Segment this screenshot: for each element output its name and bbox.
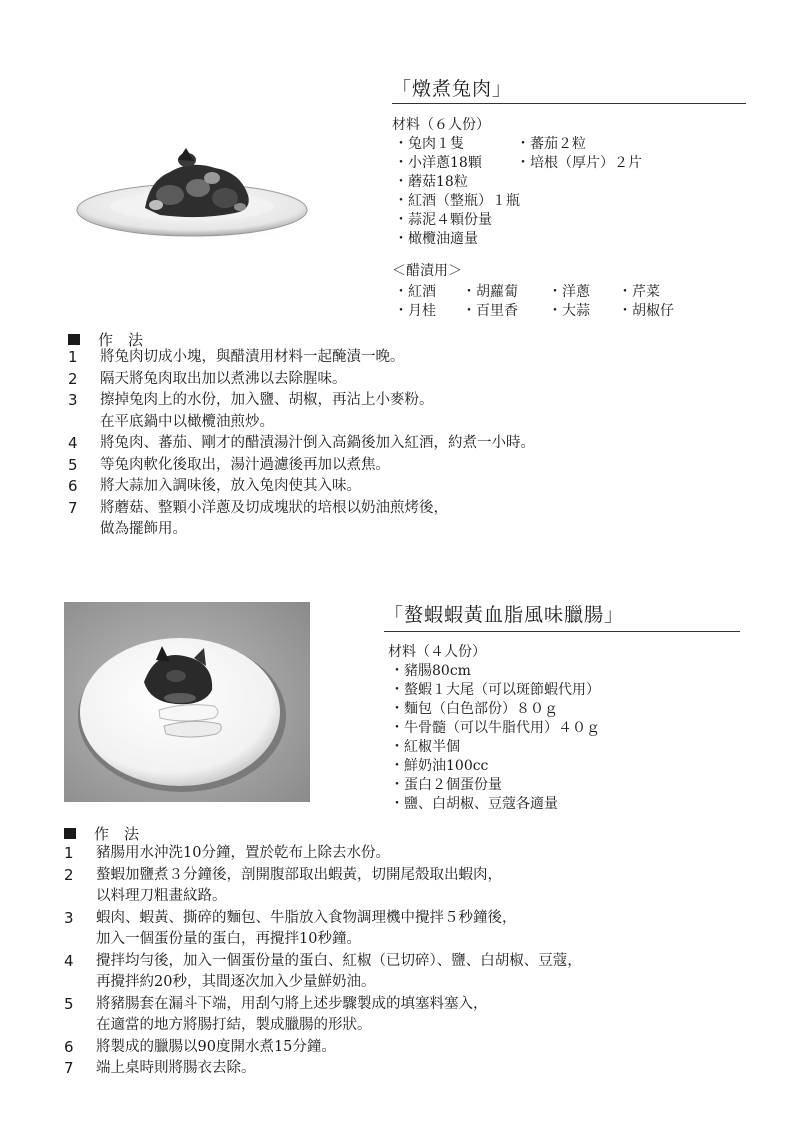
recipe2-title: 「螯蝦蝦黃血脂風味臘腸」 (384, 604, 625, 626)
step-item (64, 1058, 582, 1080)
step-item (68, 390, 535, 433)
ingredient-item: ・蛋白２個蛋份量 (390, 777, 502, 793)
step-item (68, 455, 535, 477)
marinade-item: ・大蒜 (548, 303, 590, 319)
method-heading-label: 作 法 (98, 331, 144, 349)
ingredient-item: ・兔肉１隻 (394, 136, 464, 152)
marinade-item: ・芹菜 (618, 284, 660, 300)
step-number: 1 (68, 348, 78, 366)
recipe1-ingredient-list (394, 135, 676, 249)
step-text: 做為擺飾用。 (100, 521, 187, 537)
step-number: 1 (64, 844, 74, 862)
marinade-item: ・洋蔥 (548, 284, 590, 300)
step-number: 5 (64, 994, 74, 1013)
step-text: 在適當的地方將腸打結，製成臘腸的形狀。 (96, 1017, 372, 1033)
ingredient-item: ・牛骨髓（可以牛脂代用）４０ｇ (390, 720, 600, 736)
recipe1-marinade-list (394, 283, 698, 321)
step-item (68, 476, 535, 498)
recipe1-steps (68, 347, 535, 541)
marinade-item: ・百里香 (462, 303, 518, 319)
recipe2-steps (64, 843, 582, 1080)
ingredient-item: ・麵包（白色部份）８０ｇ (390, 701, 558, 717)
marinade-item: ・胡蘿蔔 (462, 284, 518, 300)
step-text: 以料理刀粗畫紋路。 (96, 888, 227, 904)
ingredient-item: ・紅酒（整瓶）１瓶 (394, 193, 520, 209)
step-item (68, 347, 535, 369)
step-text: 將製成的臘腸以90度開水煮15分鐘。 (96, 1038, 336, 1055)
step-text: 將大蒜加入調味後，放入兔肉使其入味。 (100, 478, 361, 494)
ingredient-item: ・小洋蔥18顆 (394, 155, 482, 171)
ingredient-item: ・紅椒半個 (390, 739, 460, 755)
recipe2-ingredients-heading: 材料（４人份） (388, 644, 486, 660)
step-number: 5 (68, 455, 78, 474)
step-number: 7 (64, 1059, 74, 1077)
step-item (64, 843, 582, 865)
ingredient-item: ・蘑菇18粒 (394, 174, 468, 190)
step-text: 隔天將兔肉取出加以煮沸以去除腥味。 (100, 370, 347, 387)
step-item (64, 908, 582, 951)
step-text: 將豬腸套在漏斗下端，用刮勺將上述步驟製成的填塞料塞入， (96, 995, 488, 1012)
ingredient-item: ・螯蝦１大尾（可以斑節蝦代用） (390, 682, 600, 698)
step-text: 在平底鍋中以橄欖油煎炒。 (100, 413, 274, 430)
recipe1-ingredients-heading: 材料（６人份） (392, 117, 490, 133)
step-number: 7 (68, 498, 78, 517)
step-text: 螯蝦加鹽煮３分鐘後，剖開腹部取出蝦黃，切開尾殼取出蝦肉， (96, 866, 502, 883)
step-number: 2 (68, 369, 78, 388)
ingredient-item: ・鮮奶油100cc (390, 758, 489, 774)
step-text: 端上桌時則將腸衣去除。 (96, 1060, 256, 1076)
recipe1-title: 「燉煮兔肉」 (392, 78, 513, 100)
square-bullet-icon (64, 828, 76, 839)
step-text: 將兔肉切成小塊，與醋漬用材料一起醃漬一晚。 (100, 349, 405, 365)
step-text: 加入一個蛋份量的蛋白，再攪拌10秒鐘。 (96, 931, 361, 947)
ingredient-item: ・培根（厚片）２片 (516, 155, 642, 171)
step-number: 6 (64, 1037, 74, 1056)
step-item (68, 369, 535, 391)
step-number: 4 (68, 434, 78, 452)
step-item (68, 498, 535, 541)
crayfish-sausage-photo (64, 602, 310, 802)
rabbit-stew-photo (70, 60, 320, 250)
step-number: 3 (64, 908, 74, 927)
recipe1-title-underline (392, 103, 746, 104)
step-text: 將兔肉、蕃茄、剛才的醋漬湯汁倒入高鍋後加入紅酒，約煮一小時。 (100, 435, 535, 451)
step-text: 等兔肉軟化後取出，湯汁過濾後再加以煮焦。 (100, 456, 390, 473)
recipe2-method-heading (64, 823, 139, 844)
ingredient-item: ・橄欖油適量 (394, 231, 478, 247)
step-text: 將蘑菇、整顆小洋蔥及切成塊狀的培根以奶油煎烤後， (100, 499, 448, 516)
step-number: 2 (64, 865, 74, 884)
step-text: 豬腸用水沖洗10分鐘，置於乾布上除去水份。 (96, 845, 390, 861)
ingredient-item: ・蒜泥４顆份量 (394, 212, 492, 228)
ingredient-item: ・豬腸80cm (390, 663, 471, 679)
step-item (68, 433, 535, 455)
step-number: 3 (68, 391, 78, 409)
step-number: 4 (64, 951, 74, 970)
step-item (64, 951, 582, 994)
step-text: 擦掉兔肉上的水份，加入鹽、胡椒，再沾上小麥粉。 (100, 392, 434, 408)
marinade-item: ・紅酒 (394, 284, 436, 300)
marinade-item: ・月桂 (394, 303, 436, 319)
ingredient-item: ・蕃茄２粒 (516, 136, 586, 152)
recipe2-title-underline (384, 631, 740, 632)
square-bullet-icon (68, 334, 80, 345)
step-item (64, 865, 582, 908)
step-number: 6 (68, 477, 78, 495)
ingredient-item: ・鹽、白胡椒、豆蔻各適量 (390, 796, 558, 812)
recipe2-ingredient-list (390, 662, 600, 814)
step-text: 再攪拌約20秒，其間逐次加入少量鮮奶油。 (96, 974, 376, 990)
method-heading-label: 作 法 (94, 825, 140, 843)
step-item (64, 994, 582, 1037)
marinade-item: ・胡椒仔 (618, 303, 674, 319)
recipe1-marinade-heading: ＜醋漬用＞ (392, 263, 462, 279)
step-item (64, 1037, 582, 1059)
step-text: 攪拌均勻後，加入一個蛋份量的蛋白、紅椒（已切碎）、鹽、白胡椒、豆蔻， (96, 952, 582, 969)
step-text: 蝦肉、蝦黃、撕碎的麵包、牛脂放入食物調理機中攪拌５秒鐘後， (96, 909, 517, 926)
